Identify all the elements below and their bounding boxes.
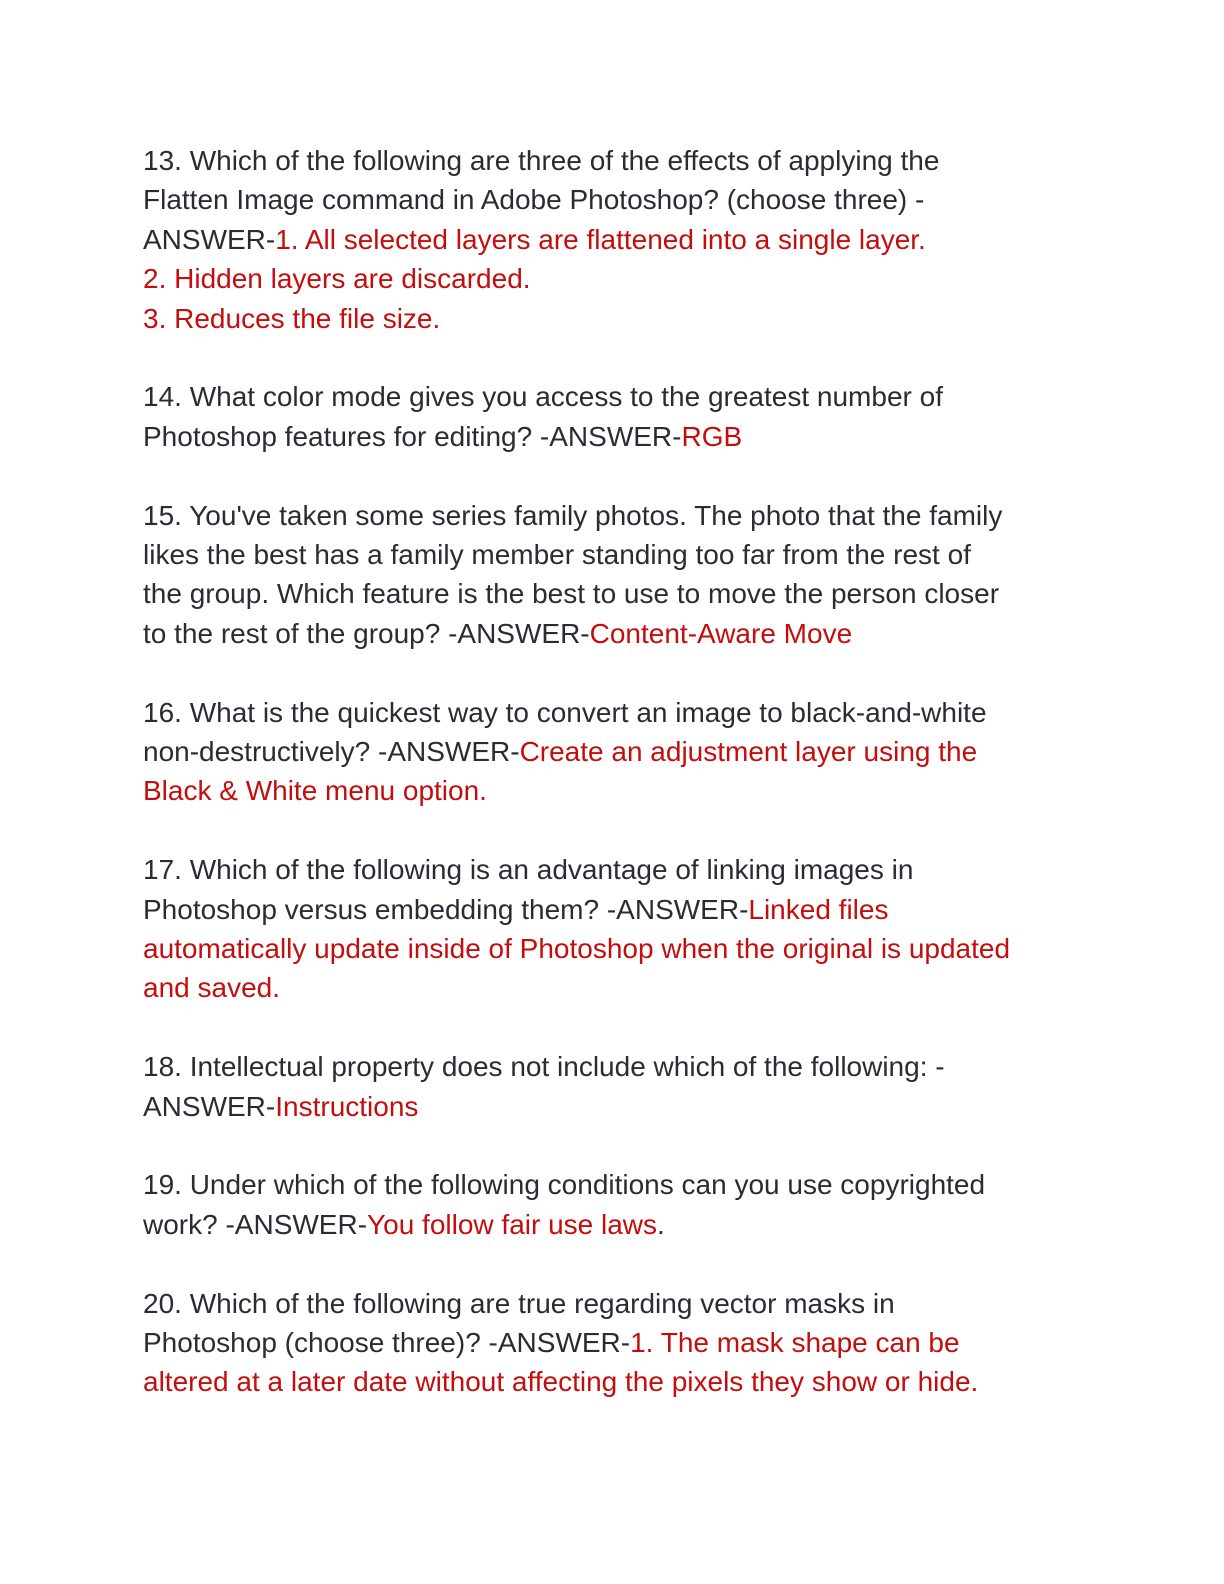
question-block	[143, 1165, 1083, 1244]
answer-text: RGB	[681, 420, 743, 452]
text-line	[143, 141, 1083, 180]
text-line	[143, 850, 1083, 889]
text-line	[143, 496, 1083, 535]
text-line	[143, 614, 1083, 653]
text-line	[143, 1284, 1083, 1323]
question-text: the group. Which feature is the best to use to move the person closer	[143, 578, 1000, 610]
answer-text: and saved.	[143, 972, 280, 1004]
text-line	[143, 417, 1083, 456]
answer-text: altered at a later date without affecting the pixels they show or hide.	[143, 1366, 979, 1398]
answer-text: Content-Aware Move	[589, 617, 853, 649]
question-text: likes the best has a family member standing too far from the rest of	[143, 539, 971, 571]
text-line	[143, 693, 1083, 732]
question-text: ANSWER-	[143, 1090, 276, 1122]
question-text: 16. What is the quickest way to convert an image to black-and-white	[143, 696, 987, 728]
question-text: Photoshop features for editing? -ANSWER-	[143, 420, 682, 452]
answer-text: Linked files	[748, 893, 889, 925]
answer-text: automatically update inside of Photoshop when the original is updated	[143, 933, 1011, 965]
question-block	[143, 377, 1083, 456]
text-line	[143, 732, 1083, 771]
answer-text: Create an adjustment layer using the	[519, 736, 978, 768]
text-line	[143, 968, 1083, 1007]
text-line	[143, 1087, 1083, 1126]
answer-text: 1. All selected layers are flattened into a single layer.	[275, 223, 926, 255]
answer-text: Instructions	[275, 1090, 419, 1122]
text-line	[143, 929, 1083, 968]
question-text: to the rest of the group? -ANSWER-	[143, 617, 590, 649]
question-text: Flatten Image command in Adobe Photoshop? (choose three) -	[143, 184, 925, 216]
text-line	[143, 299, 1083, 338]
question-text: 13. Which of the following are three of the effects of applying the	[143, 145, 940, 176]
question-text: ANSWER-	[143, 223, 276, 255]
text-line	[143, 1323, 1083, 1362]
text-line	[143, 574, 1083, 613]
question-block	[143, 693, 1083, 811]
text-line	[143, 535, 1083, 574]
text-line	[143, 1362, 1083, 1401]
text-line	[143, 1205, 1083, 1244]
question-text: .	[657, 1208, 665, 1240]
question-block	[143, 496, 1083, 654]
answer-text: You follow fair use laws	[367, 1208, 658, 1240]
question-text: 14. What color mode gives you access to the greatest number of	[143, 381, 943, 413]
text-line	[143, 377, 1083, 416]
text-line	[143, 890, 1083, 929]
question-text: 20. Which of the following are true regarding vector masks in	[143, 1287, 895, 1319]
question-text: 17. Which of the following is an advantage of linking images in	[143, 854, 914, 886]
text-line	[143, 1165, 1083, 1204]
question-text: work? -ANSWER-	[143, 1208, 368, 1240]
document-page	[143, 141, 1083, 1441]
text-line	[143, 180, 1083, 219]
question-text: non-destructively? -ANSWER-	[143, 736, 520, 768]
text-line	[143, 259, 1083, 298]
question-text: Photoshop versus embedding them? -ANSWER-	[143, 893, 749, 925]
answer-text: 3. Reduces the file size.	[143, 302, 441, 334]
answer-text: 2. Hidden layers are discarded.	[143, 263, 531, 295]
question-text: 19. Under which of the following conditions can you use copyrighted	[143, 1169, 986, 1201]
text-line	[143, 771, 1083, 810]
question-block	[143, 850, 1083, 1008]
question-text: Photoshop (choose three)? -ANSWER-	[143, 1327, 631, 1359]
question-text: 15. You've taken some series family photos. The photo that the family	[143, 499, 1003, 531]
question-block	[143, 141, 1083, 338]
text-line	[143, 1047, 1083, 1086]
answer-text: Black & White menu option.	[143, 775, 487, 807]
question-block	[143, 1284, 1083, 1402]
question-text: 18. Intellectual property does not include which of the following: -	[143, 1051, 945, 1083]
text-line	[143, 220, 1083, 259]
question-block	[143, 1047, 1083, 1126]
answer-text: 1. The mask shape can be	[630, 1327, 960, 1359]
